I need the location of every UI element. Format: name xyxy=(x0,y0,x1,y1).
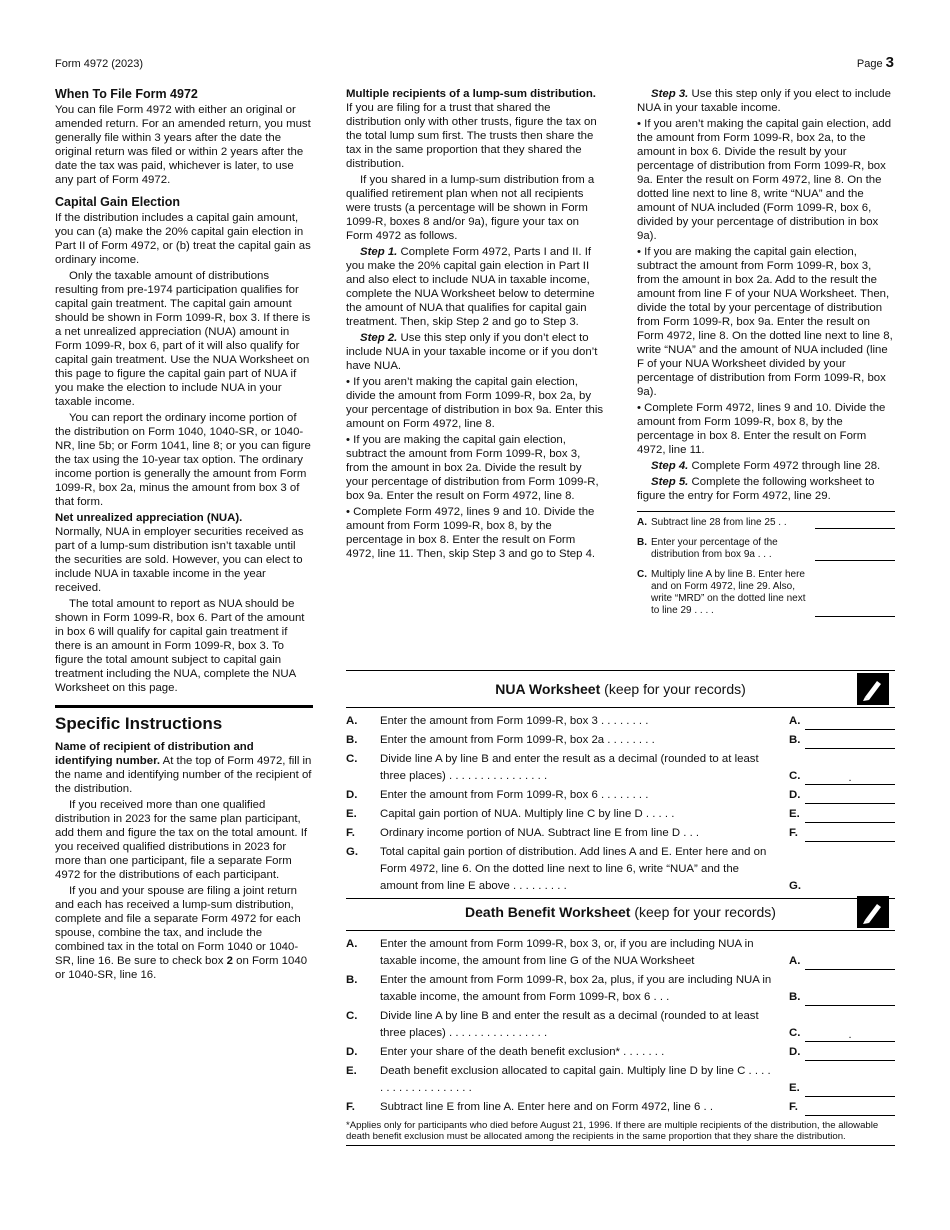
worksheet-row: A. Enter the amount from Form 1099-R, box 3 . . . . . . . . A. xyxy=(346,712,895,731)
column-2 xyxy=(346,87,604,563)
mrd-worksheet xyxy=(637,511,895,620)
footnote: *Applies only for participants who died before August 21, 1996. If there are multiple recipients of the distribution, the allowable death benefit exclusion must be allocated among the recipients in the same proportion that they share the distribution. xyxy=(346,1117,895,1146)
paragraph: Step 3. Use this step only if you elect to include NUA in your taxable income. xyxy=(637,88,891,114)
paragraph: Step 1. Complete Form 4972, Parts I and II. If you make the 20% capital gain election in Part II and also elect to include NUA in taxable income, complete the NUA Worksheet below to determine the amount of NUA that qualifies for capital gain treatment. Then, skip Step 2 and go to Step 3. xyxy=(346,246,595,328)
worksheet-row: B. Enter the amount from Form 1099-R, box 2a . . . . . . . . B. xyxy=(346,731,895,750)
paragraph: If you shared in a lump-sum distribution from a qualified retirement plan when not all recipients were trusts (a percentage will be shown in Form 1099-R, boxes 8 and/or 9a), figure your tax on Form 4972 as follows. xyxy=(346,174,595,242)
bullet-item: • Complete Form 4972, lines 9 and 10. Divide the amount from Form 1099-R, box 8, by the percentage in box 8. Enter the result on Form 4972, line 11. xyxy=(637,402,886,456)
paragraph: Step 2. Use this step only if you don’t elect to include NUA in your taxable income or if you don’t have NUA. xyxy=(346,332,598,372)
paragraph: You can file Form 4972 with either an original or amended return. For an amended return, you must generally file within 3 years after the date the original return was filed or within 2 years after the date the tax was paid, whichever is later, to use any part of Form 4972. xyxy=(55,104,311,186)
worksheet-title: NUA Worksheet xyxy=(495,681,601,697)
worksheet-row: F. Subtract line E from line A. Enter here and on Form 4972, line 6 . . F. xyxy=(346,1098,895,1117)
paragraph: Name of recipient of distribution and identifying number. At the top of Form 4972, fill in the name and identifying number of the recipient of the distribution. xyxy=(55,741,312,795)
paragraph: Step 5. Complete the following worksheet to figure the entry for Form 4972, line 29. xyxy=(637,476,875,502)
bullet-item: • If you aren’t making the capital gain election, divide the amount from Form 1099-R, box 2a, by your percentage of distribution in box 9a. Enter this amount on Form 4972, line 8. xyxy=(346,376,604,430)
nua-heading: Net unrealized appreciation (NUA). xyxy=(55,512,243,524)
paragraph: You can report the ordinary income portion of the distribution on Form 1040, 1040-SR, or 1040-NR, line 5b; or Form 1041, line 8; or you can figure the tax using the 10-year tax option. The ordinary income portion is generally the amount from Form 1099-R, box 2a, minus the amount from box 3 of that form. xyxy=(55,412,311,508)
entry-field[interactable] xyxy=(805,881,895,895)
entry-field[interactable] xyxy=(805,955,895,970)
pencil-icon xyxy=(857,896,889,928)
bullet-item: • If you are making the capital gain election, subtract the amount from Form 1099-R, box 3, from the amount in box 2a. Add to the result the amount from line F of your NUA Worksheet. Then, divide the total by your percentage of distribution from Form 1099-R, box 9a. Enter the result on Form 4972, line 8. On the dotted line next to line 8, write “NUA” and the amount of NUA included (line F of your NUA Worksheet divided by your percentage of distribution from Form 1099-R, box 9a). xyxy=(637,246,893,398)
worksheet-row: F. Ordinary income portion of NUA. Subtract line E from line D . . . F. xyxy=(346,824,895,843)
worksheet-row: E. Death benefit exclusion allocated to capital gain. Multiply line D by line C . . . . . . . . . . . . . . . . . . . E. xyxy=(346,1062,895,1098)
worksheet-title: Death Benefit Worksheet xyxy=(465,904,631,920)
mrd-row: B. Enter your percentage of the distribution from box 9a . . . xyxy=(637,532,895,564)
worksheet-row: D. Enter your share of the death benefit exclusion* . . . . . . . D. xyxy=(346,1043,895,1062)
worksheet-row: A. Enter the amount from Form 1099-R, box 3, or, if you are including NUA in taxable income, the amount from line G of the NUA Worksheet A. xyxy=(346,935,895,971)
death-benefit-worksheet xyxy=(346,894,895,1146)
paragraph: Step 4. Complete Form 4972 through line 28. xyxy=(651,460,881,472)
mrd-row: A. Subtract line 28 from line 25 . . xyxy=(637,512,895,532)
column-3 xyxy=(637,87,895,620)
specific-instructions-heading: Specific Instructions xyxy=(55,714,223,733)
entry-field[interactable] xyxy=(815,517,895,529)
entry-field[interactable] xyxy=(805,1101,895,1116)
entry-field[interactable] xyxy=(805,1046,895,1061)
worksheet-row: G. Total capital gain portion of distribution. Add lines A and E. Enter here and on Form 4972, line 6. On the dotted line next to line 6, write “NUA” and the amount from line E above . . . . . . . . . G. xyxy=(346,843,895,899)
entry-field[interactable] xyxy=(805,715,895,730)
worksheet-row: C. Divide line A by line B and enter the result as a decimal (rounded to at least three places) . . . . . . . . . . . . . . . . C. . xyxy=(346,750,895,786)
paragraph: If the distribution includes a capital gain amount, you can (a) make the 20% capital gain election in Part II of Form 4972, or (b) treat the capital gain as ordinary income. xyxy=(55,212,311,266)
worksheet-header: Death Benefit Worksheet (keep for your records) xyxy=(346,894,895,931)
bullet-item: • Complete Form 4972, lines 9 and 10. Divide the amount from Form 1099-R, box 8, by the percentage in box 8. Enter the result on Form 4972, line 11. Then, skip Step 3 and go to Step 4. xyxy=(346,506,596,560)
section-divider xyxy=(55,705,313,708)
paragraph: The total amount to report as NUA should be shown in Form 1099-R, box 6. Part of the amount in box 6 will qualify for capital gain treatment if there is an amount in Form 1099-R, box 3. To figure the total amount subject to capital gain treatment including the NUA, complete the NUA Worksheet on this page. xyxy=(55,598,305,694)
paragraph: If you and your spouse are filing a joint return and each has received a lump-sum distribution, complete and file a separate Form 4972 for each spouse, combine the tax, and include the combined tax in the total on Form 1040 or 1040-SR, line 16. Be sure to check box 2 on Form 1040 or 1040-SR, line 16. xyxy=(55,885,308,981)
worksheet-header: NUA Worksheet (keep for your records) xyxy=(346,670,895,708)
capital-gain-heading: Capital Gain Election xyxy=(55,195,181,209)
mrd-row: C. Multiply line A by line B. Enter here and on Form 4972, line 29. Also, write “MRD” on the dotted line next to line 29 . . . . xyxy=(637,564,895,620)
worksheet-row: E. Capital gain portion of NUA. Multiply line C by line D . . . . . E. xyxy=(346,805,895,824)
entry-field[interactable]: . xyxy=(805,1027,895,1042)
entry-field[interactable]: . xyxy=(805,770,895,785)
paragraph: If you received more than one qualified distribution in 2023 for the same plan participant, add them and figure the tax on the total amount. If you received qualified distributions in 2023 for more than one participant, file a separate Form 4972 for the distributions of each participant. xyxy=(55,799,308,881)
paragraph: Multiple recipients of a lump-sum distribution. If you are filing for a trust that shared the distribution only with other trusts, figure the tax on the total lump sum first. The trusts then share the tax in the same proportion that they shared the distribution. xyxy=(346,88,597,170)
paragraph: Normally, NUA in employer securities received as part of a lump-sum distribution isn’t taxable until the securities are sold. However, you can elect to include NUA in taxable income in the year received. xyxy=(55,526,304,594)
paragraph: Only the taxable amount of distributions resulting from pre-1974 participation qualifies for capital gain treatment. The capital gain amount should be shown in Form 1099-R, box 3. If there is a net unrealized appreciation (NUA) amount in Form 1099-R, box 6, part of it will also qualify for capital gain treatment. Use the NUA Worksheet on this page to figure the capital gain part of NUA if you make the election to include NUA in your taxable income. xyxy=(55,270,311,408)
entry-field[interactable] xyxy=(805,789,895,804)
entry-field[interactable] xyxy=(805,1082,895,1097)
column-1 xyxy=(55,87,313,984)
entry-field[interactable] xyxy=(805,808,895,823)
entry-field[interactable] xyxy=(805,734,895,749)
worksheet-row: C. Divide line A by line B and enter the result as a decimal (rounded to at least three places) . . . . . . . . . . . . . . . . C. . xyxy=(346,1007,895,1043)
entry-field[interactable] xyxy=(815,569,895,617)
worksheet-row: B. Enter the amount from Form 1099-R, box 2a, plus, if you are including NUA in taxable income, the amount from Form 1099-R, box 6 . . . B. xyxy=(346,971,895,1007)
entry-field[interactable] xyxy=(815,537,895,561)
nua-worksheet xyxy=(346,670,895,899)
when-to-file-heading: When To File Form 4972 xyxy=(55,87,198,101)
form-id: Form 4972 (2023) xyxy=(55,58,144,70)
bullet-item: • If you aren’t making the capital gain election, add the amount from Form 1099-R, box 2a, to the amount in box 6. Divide the result by your percentage of distribution from Form 1099-R, box 9a. Enter the result on Form 4972, line 8. On the dotted line next to line 8, write “NUA” and the amount of NUA included (Form 1099-R, box 6, divided by your percentage of distribution in box 9a). xyxy=(637,118,892,242)
page-number: Page 3 xyxy=(856,54,894,71)
entry-field[interactable] xyxy=(805,827,895,842)
worksheet-row: D. Enter the amount from Form 1099-R, box 6 . . . . . . . . D. xyxy=(346,786,895,805)
pencil-icon xyxy=(857,673,889,705)
entry-field[interactable] xyxy=(805,991,895,1006)
bullet-item: • If you are making the capital gain election, subtract the amount from Form 1099-R, box 3, from the amount in box 2a. Divide the result by your percentage of distribution from Form 1099-R, box 9a. Enter the result on Form 4972, line 8. xyxy=(346,434,599,502)
